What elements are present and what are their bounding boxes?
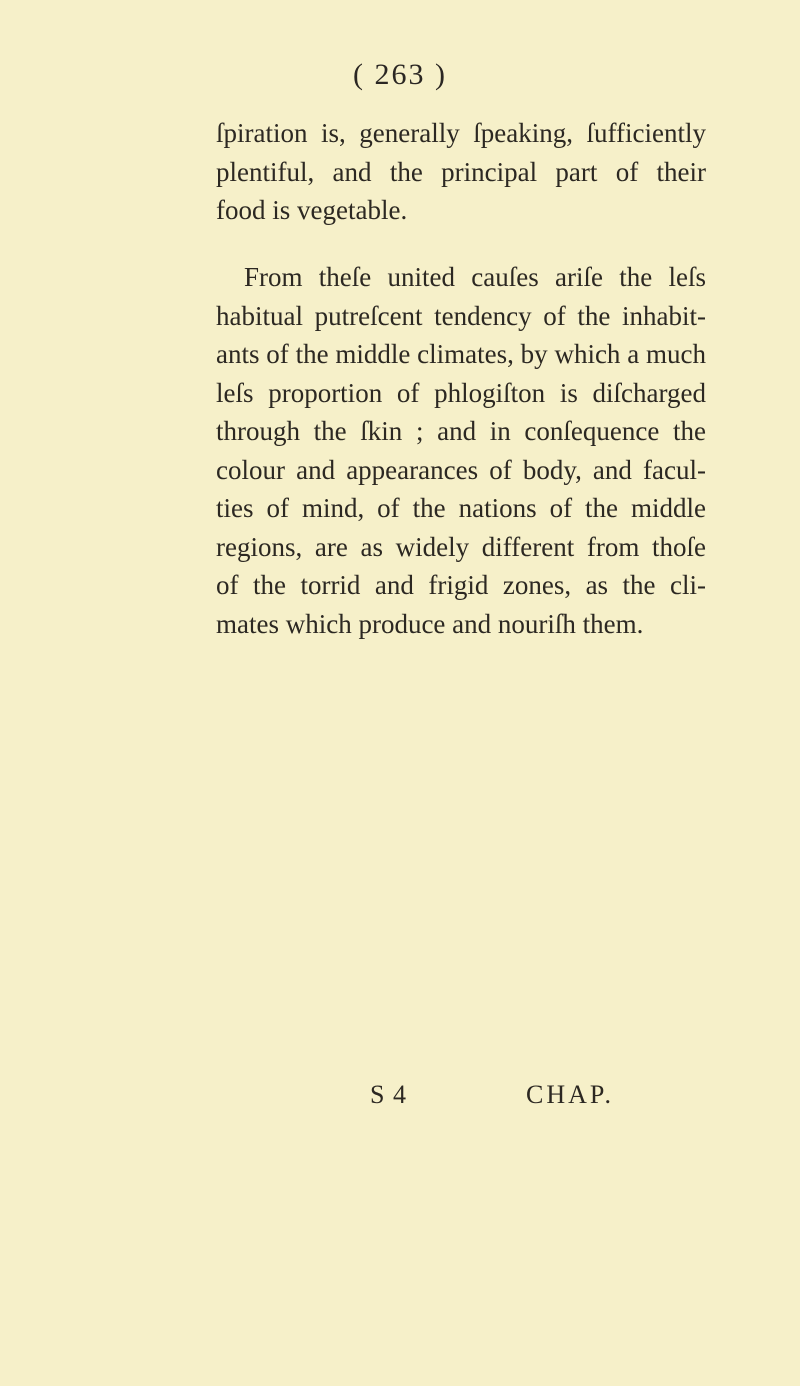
page-number: ( 263 )	[353, 58, 447, 91]
text-line: habitual putreſcent tendency of the inhabit-	[216, 300, 706, 331]
text-line: through the ſkin ; and in conſequence the	[216, 416, 706, 446]
text-line: ants of the middle climates, by which a much	[216, 339, 706, 369]
signature-mark: S 4	[370, 1080, 407, 1109]
text-line: ties of mind, of the nations of the middle	[216, 493, 706, 523]
text-line: leſs proportion of phlogiſton is diſcharged	[216, 377, 706, 408]
text-line: colour and appearances of body, and facul-	[216, 454, 706, 485]
text-line: regions, are as widely different from thoſe	[216, 531, 706, 562]
text-line: mates which produce and nouriſh them.	[216, 608, 644, 639]
text-line: ſpiration is, generally ſpeaking, ſufficiently	[216, 118, 706, 148]
text-line: food is vegetable.	[216, 195, 408, 225]
text-line: From theſe united cauſes ariſe the leſs	[244, 262, 706, 292]
catchword: CHAP.	[526, 1080, 614, 1109]
text-line: of the torrid and frigid zones, as the cli-	[216, 570, 706, 600]
paragraph	[216, 258, 706, 643]
text-line: plentiful, and the principal part of their	[216, 156, 706, 187]
paragraph-continuation	[216, 114, 706, 230]
